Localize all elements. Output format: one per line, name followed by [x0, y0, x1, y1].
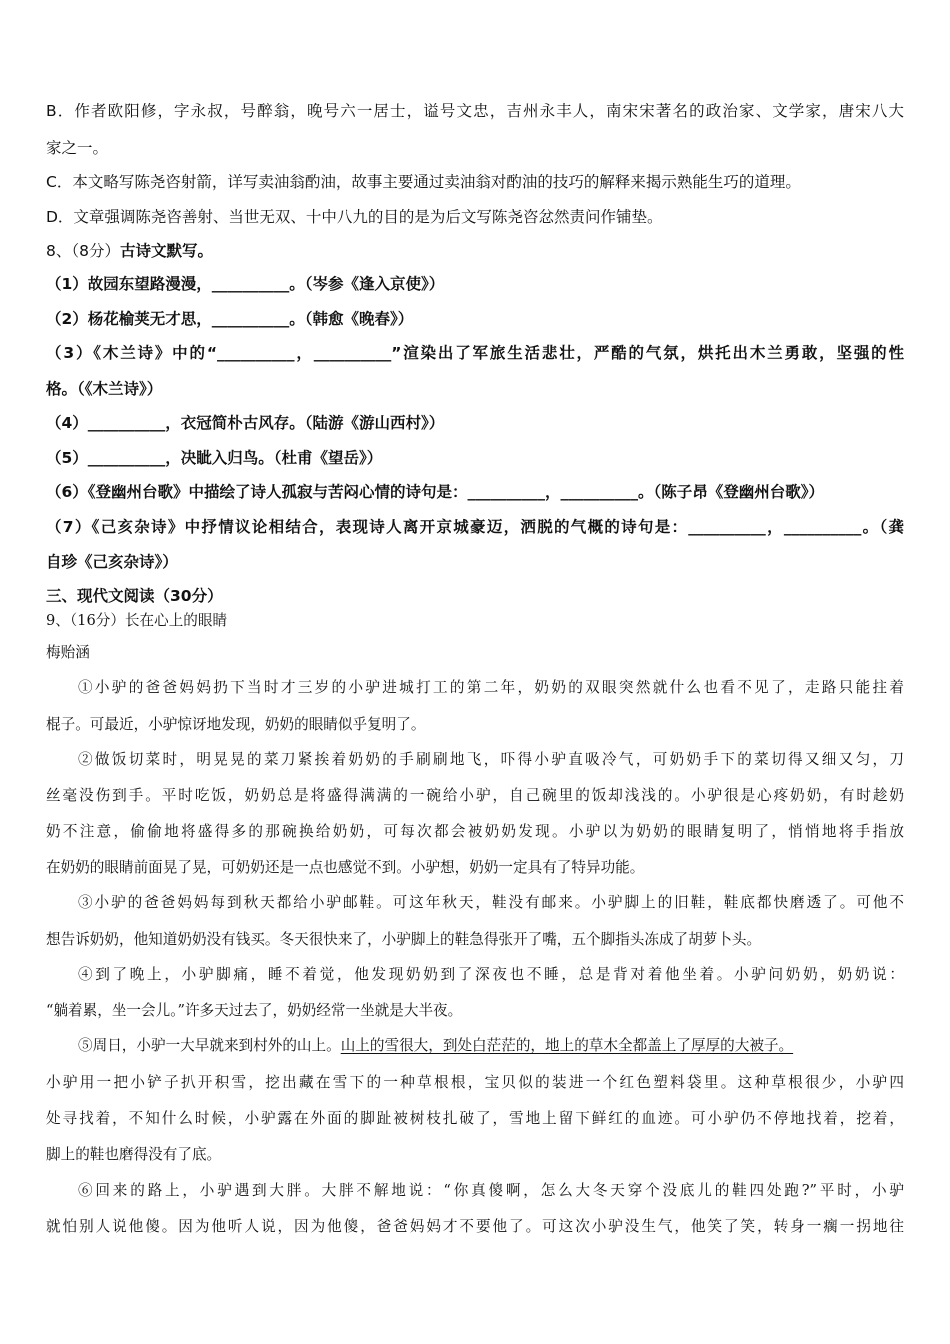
paragraph-3-line-2: 想告诉奶奶，他知道奶奶没有钱买。冬天很快来了，小驴脚上的鞋急得张开了嘴，五个脚指头冻成了胡萝卜头。 [46, 931, 762, 948]
paragraph-4-line-2: “躺着累，坐一会儿。”许多天过去了，奶奶经常一坐就是大半夜。 [46, 1002, 463, 1019]
question-8-prefix: 8、（8分） [46, 242, 120, 260]
question-8-title: 古诗文默写。 [119, 242, 213, 260]
underlined-sentence: 山上的雪很大，到处白茫茫的，地上的草木全都盖上了厚厚的大被子。 [340, 1037, 794, 1054]
dictation-item-6: （6）《登幽州台歌》中描绘了诗人孤寂与苦闷心情的诗句是：__________，__________。（陈子昂《登幽州台歌》） [46, 483, 825, 501]
question-9-title: 9、（16分）长在心上的眼睛 [46, 612, 228, 629]
paragraph-1-line-1: ①小驴的爸爸妈妈扔下当时才三岁的小驴进城打工的第二年，奶奶的双眼突然就什么也看不见了，走路只能拄着 [78, 679, 904, 696]
dictation-item-4: （4）__________，衣冠简朴古风存。（陆游《游山西村》） [46, 414, 445, 432]
option-c: C．本文略写陈尧咨射箭，详写卖油翁酌油，故事主要通过卖油翁对酌油的技巧的解释来揭示熟能生巧的道理。 [46, 173, 801, 191]
dictation-item-7-line-2: 自珍《己亥杂诗》） [46, 553, 178, 571]
dictation-item-2: （2）杨花榆荚无才思，__________。（韩愈《晚春》） [46, 310, 414, 328]
paragraph-2-line-2: 丝毫没伤到手。平时吃饭，奶奶总是将盛得满满的一碗给小驴，自己碗里的饭却浅浅的。小驴很是心疼奶奶，有时趁奶 [46, 787, 904, 804]
paragraph-1-line-2: 棍子。可最近，小驴惊讶地发现，奶奶的眼睛似乎复明了。 [46, 716, 426, 733]
paragraph-5-line-3: 处寻找着，不知什么时候，小驴露在外面的脚趾被树枝扎破了，雪地上留下鲜红的血迹。可小驴仍不停地找着，挖着， [46, 1110, 904, 1127]
paragraph-2-line-4: 在奶奶的眼睛前面晃了晃，可奶奶还是一点也感觉不到。小驴想，奶奶一定具有了特异功能。 [46, 859, 645, 876]
paragraph-6-line-1: ⑥回来的路上，小驴遇到大胖。大胖不解地说：“你真傻啊，怎么大冬天穿个没底儿的鞋四处跑?”平时，小驴 [78, 1182, 904, 1199]
option-b-line-1: B．作者欧阳修，字永叔，号醉翁，晚号六一居士，谥号文忠，吉州永丰人，南宋宋著名的政治家、文学家，唐宋八大 [46, 102, 904, 120]
paragraph-5-lead: ⑤周日，小驴一大早就来到村外的山上。 [78, 1037, 341, 1054]
paragraph-5-line-2: 小驴用一把小铲子扒开积雪，挖出藏在雪下的一种草根根，宝贝似的装进一个红色塑料袋里。这种草根很少，小驴四 [46, 1074, 904, 1091]
dictation-item-3-line-1: （3）《木兰诗》中的“__________，__________”渲染出了军旅生活悲壮，严酷的气氛，烘托出木兰勇敢，坚强的性 [46, 344, 904, 362]
paragraph-5-line-4: 脚上的鞋也磨得没有了底。 [46, 1146, 222, 1163]
option-b-line-2: 家之一。 [46, 139, 109, 157]
section-3-heading: 三、现代文阅读（30分） [46, 587, 223, 605]
paragraph-2-line-3: 奶不注意，偷偷地将盛得多的那碗换给奶奶，可每次都会被奶奶发现。小驴以为奶奶的眼睛复明了，悄悄地将手指放 [46, 823, 904, 840]
option-d: D．文章强调陈尧咨善射、当世无双、十中八九的目的是为后文写陈尧咨忿然责问作铺垫。 [46, 208, 663, 226]
dictation-item-5: （5）__________，决眦入归鸟。（杜甫《望岳》） [46, 449, 383, 467]
dictation-item-7-line-1: （7）《己亥杂诗》中抒情议论相结合，表现诗人离开京城豪迈，洒脱的气概的诗句是：__________，__________。（龚 [46, 518, 904, 536]
dictation-item-3-line-2: 格。（《木兰诗》） [46, 380, 163, 398]
article-author: 梅贻涵 [46, 644, 90, 661]
paragraph-4-line-1: ④到了晚上，小驴脚痛，睡不着觉，他发现奶奶到了深夜也不睡，总是背对着他坐着。小驴问奶奶，奶奶说： [78, 966, 904, 983]
paragraph-2-line-1: ②做饭切菜时，明晃晃的菜刀紧挨着奶奶的手刷刷地飞，吓得小驴直吸冷气，可奶奶手下的菜切得又细又匀，刀 [78, 751, 904, 768]
paragraph-5-line-1 [78, 1036, 793, 1056]
dictation-item-1: （1）故园东望路漫漫，__________。（岑参《逢入京使》） [46, 275, 445, 293]
question-8-heading [46, 241, 213, 261]
paragraph-6-line-2: 就怕别人说他傻。因为他听人说，因为他傻，爸爸妈妈才不要他了。可这次小驴没生气，他笑了笑，转身一瘸一拐地往 [46, 1218, 904, 1235]
paragraph-3-line-1: ③小驴的爸爸妈妈每到秋天都给小驴邮鞋。可这年秋天，鞋没有邮来。小驴脚上的旧鞋，鞋底都快磨透了。可他不 [78, 894, 904, 911]
